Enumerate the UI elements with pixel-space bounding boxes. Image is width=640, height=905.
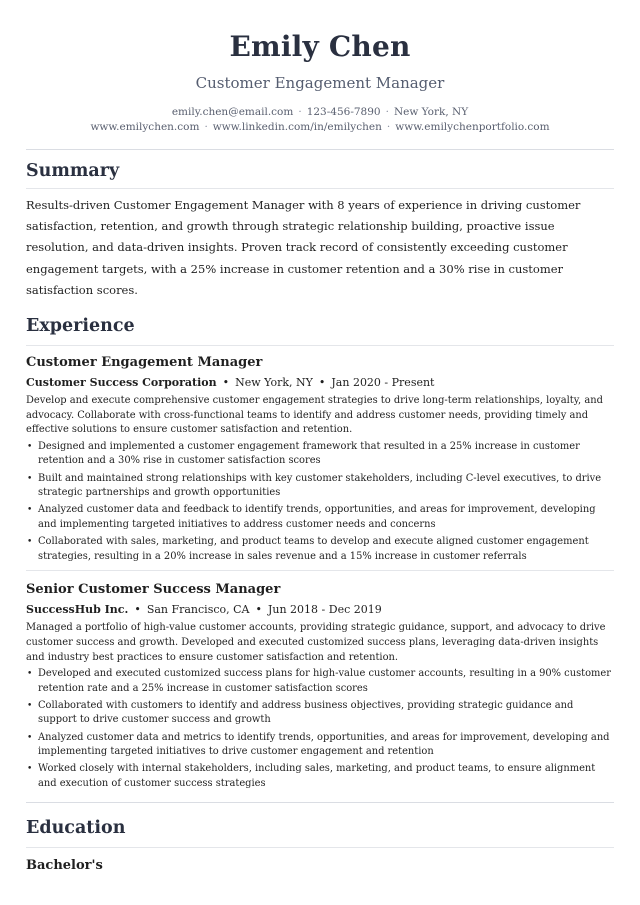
job-title: Senior Customer Success Manager — [26, 582, 281, 598]
highlight-text: Worked closely with internal stakeholders, including sales, marketing, and product teams, to ensure alignment and execution of customer success strategies — [38, 763, 596, 790]
experience-entry — [26, 581, 614, 791]
entry-divider — [26, 570, 614, 571]
meta-separator: • — [318, 376, 326, 390]
bullet-icon: • — [27, 473, 33, 484]
education-degree: Bachelor's — [26, 857, 103, 873]
contact-separator: · — [204, 121, 208, 133]
list-item — [26, 699, 614, 728]
bullet-icon: • — [27, 537, 33, 548]
contact-location: New York, NY — [393, 106, 469, 118]
portfolio-link[interactable]: www.emilychenportfolio.com — [395, 121, 550, 133]
list-item — [26, 472, 614, 501]
highlight-text: Collaborated with sales, marketing, and product teams to develop and execute aligned customer engagement strategies, resulting in a 20% increase in sales revenue and a 15% increase in customer referrals — [38, 536, 589, 562]
website-link[interactable]: www.emilychen.com — [90, 121, 200, 133]
meta-separator: • — [255, 603, 262, 617]
job-meta — [26, 602, 614, 617]
highlight-text: Collaborated with customers to identify and address business objectives, providing strategic guidance and support to drive customer success and growth — [38, 699, 574, 726]
bullet-icon: • — [27, 732, 33, 743]
summary-section — [26, 160, 614, 301]
bullet-icon: • — [27, 505, 33, 516]
contact-line-1 — [26, 105, 614, 120]
contact-line-2 — [26, 120, 614, 135]
job-company: Customer Success Corporation — [26, 376, 217, 390]
candidate-role: Customer Engagement Manager — [195, 74, 445, 92]
contact-separator: · — [386, 121, 391, 133]
education-section — [26, 817, 614, 874]
resume-header — [26, 0, 614, 135]
contact-email[interactable]: emily.chen@email.com — [171, 106, 294, 118]
bullet-icon: • — [27, 764, 33, 775]
summary-rule — [26, 188, 614, 189]
job-dates: Jun 2018 - Dec 2019 — [267, 603, 382, 617]
job-meta — [26, 375, 614, 390]
list-item — [26, 762, 614, 791]
education-heading: Education — [26, 817, 126, 838]
contact-phone[interactable]: 123-456-7890 — [306, 106, 381, 118]
highlight-text: Analyzed customer data and feedback to identify trends, opportunities, and areas for improvement, developing and implementing targeted initiatives to address customer needs and concerns — [38, 504, 596, 530]
job-description: Managed a portfolio of high-value customer accounts, providing strategic guidance, support, and advocacy to drive customer success and growth. Developed and executed customized success plans, leveraging data-driven insights and industry best practices to ensure customer satisfaction and retention. — [26, 622, 606, 663]
summary-text: Results-driven Customer Engagement Manager with 8 years of experience in driving customer satisfaction, retention, and growth through strategic relationship building, proactive issue resolution, and data-driven insights. Proven track record of consistently exceeding customer engagement targets, with a 25% increase in customer retention and a 30% rise in customer satisfaction scores. — [26, 198, 581, 297]
job-dates: Jan 2020 - Present — [331, 376, 435, 390]
experience-entry — [26, 354, 614, 564]
experience-section — [26, 315, 614, 792]
highlight-text: Developed and executed customized success plans for high-value customer accounts, resulting in a 90% customer retention rate and a 25% increase in customer satisfaction scores — [38, 668, 611, 694]
list-item — [26, 440, 614, 469]
job-title: Customer Engagement Manager — [26, 355, 263, 371]
job-location: New York, NY — [235, 376, 313, 390]
highlight-text: Designed and implemented a customer engagement framework that resulted in a 25% increase in customer retention and a 30% rise in customer satisfaction scores — [38, 440, 580, 467]
education-rule — [26, 847, 614, 848]
linkedin-link[interactable]: www.linkedin.com/in/emilychen — [212, 121, 382, 133]
meta-separator: • — [222, 376, 230, 390]
summary-heading: Summary — [26, 161, 120, 181]
list-item — [26, 731, 614, 760]
contact-separator: · — [298, 106, 302, 118]
experience-heading: Experience — [26, 316, 135, 337]
experience-rule — [26, 345, 614, 346]
list-item — [26, 667, 614, 696]
candidate-name: Emily Chen — [229, 30, 411, 63]
job-location: San Francisco, CA — [146, 603, 250, 617]
highlight-text: Analyzed customer data and metrics to identify trends, opportunities, and areas for improvement, developing and implementing targeted initiatives to drive customer engagement and retention — [38, 731, 610, 758]
bullet-icon: • — [27, 441, 33, 452]
header-divider — [26, 149, 614, 150]
job-company: SuccessHub Inc. — [26, 603, 129, 617]
bullet-icon: • — [27, 669, 33, 680]
list-item — [26, 503, 614, 532]
highlight-text: Built and maintained strong relationships with key customer stakeholders, including C-level executives, to drive strategic partnerships and growth opportunities — [38, 472, 602, 499]
bullet-icon: • — [27, 700, 33, 711]
job-highlights — [26, 440, 614, 565]
contact-separator: · — [385, 106, 389, 118]
job-description: Develop and execute comprehensive customer engagement strategies to drive long-term relationships, loyalty, and advocacy. Collaborate with cross-functional teams to identify and address customer needs, providing timely and effective solutions to ensure customer satisfaction and retention. — [26, 395, 603, 436]
meta-separator: • — [134, 603, 141, 617]
job-highlights — [26, 667, 614, 792]
section-divider — [26, 802, 614, 803]
list-item — [26, 535, 614, 564]
